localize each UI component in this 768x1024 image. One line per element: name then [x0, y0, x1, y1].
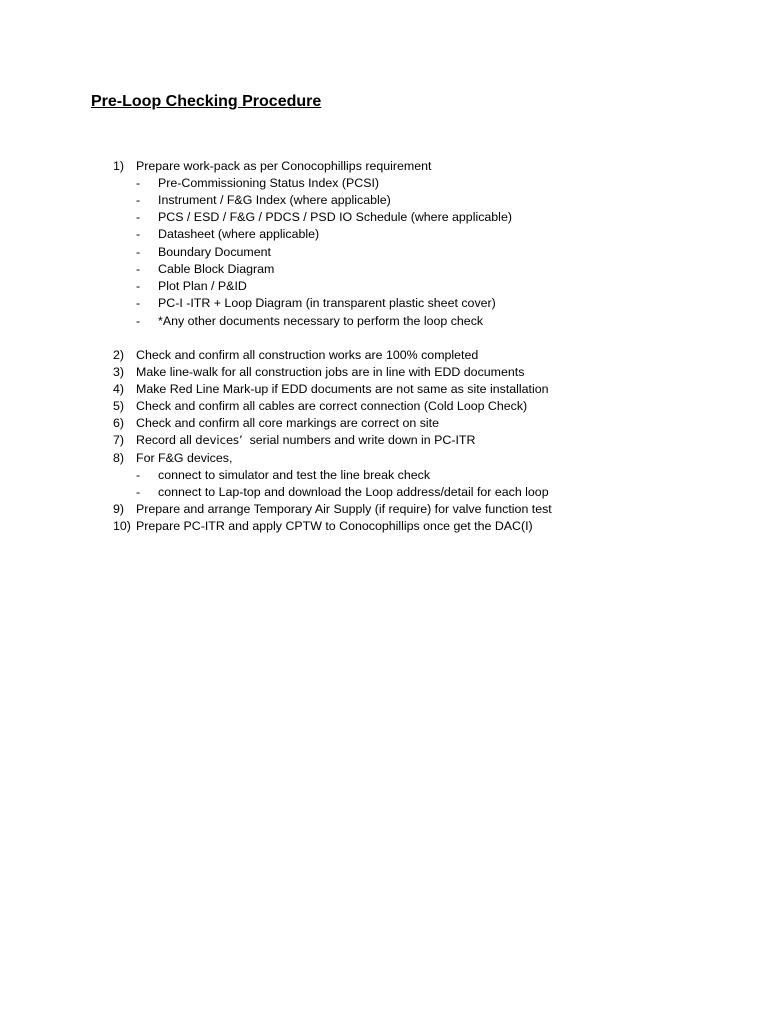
bullet-dash: -: [136, 210, 141, 224]
item-text: Prepare and arrange Temporary Air Supply (if require) for valve function test: [136, 502, 552, 516]
list-item: [0, 347, 768, 364]
sub-list-item: [0, 192, 768, 209]
sub-item-text: Boundary Document: [158, 245, 271, 259]
sub-list-item: [0, 295, 768, 312]
list-item: [0, 415, 768, 432]
bullet-dash: -: [136, 245, 141, 259]
sub-item-text: connect to simulator and test the line break check: [158, 468, 431, 482]
item-number: 6): [113, 416, 125, 430]
sub-item-text: Plot Plan / P&ID: [158, 279, 247, 293]
list-item: [0, 398, 768, 415]
sub-list-item: [0, 313, 768, 330]
list-item: [0, 501, 768, 518]
sub-list-item: [0, 278, 768, 295]
sub-item-text: *Any other documents necessary to perform the loop check: [158, 314, 484, 328]
item-number: 3): [113, 365, 125, 379]
sub-item-text: Instrument / F&G Index (where applicable): [158, 193, 391, 207]
item-text: [136, 432, 475, 449]
sub-list-item: [0, 244, 768, 261]
item-text: Check and confirm all construction works are 100% completed: [136, 348, 479, 362]
item-text: Check and confirm all core markings are correct on site: [136, 416, 440, 430]
bullet-dash: -: [136, 227, 141, 241]
item-text-devices-word: devices’: [195, 433, 243, 447]
sub-list-item: [0, 484, 768, 501]
sub-item-text: Pre-Commissioning Status Index (PCSI): [158, 176, 380, 190]
sub-item-text: PC-I -ITR + Loop Diagram (in transparent plastic sheet cover): [158, 296, 496, 310]
item-number: 2): [113, 348, 125, 362]
sub-list-item: [0, 261, 768, 278]
bullet-dash: -: [136, 279, 141, 293]
item-text: Make line-walk for all construction jobs are in line with EDD documents: [136, 365, 525, 379]
sub-list-item: [0, 226, 768, 243]
item-number: 1): [113, 159, 125, 173]
bullet-dash: -: [136, 176, 141, 190]
bullet-dash: -: [136, 485, 141, 499]
list-item: [0, 518, 768, 535]
bullet-dash: -: [136, 262, 141, 276]
item-number: 10): [113, 519, 131, 533]
sub-list-item: [0, 209, 768, 226]
sub-item-text: PCS / ESD / F&G / PDCS / PSD IO Schedule (where applicable): [158, 210, 512, 224]
list-item: [0, 432, 768, 449]
sub-item-text: Datasheet (where applicable): [158, 227, 320, 241]
bullet-dash: -: [136, 314, 141, 328]
list-item: [0, 158, 768, 175]
item-text: Prepare work-pack as per Conocophillips requirement: [136, 159, 432, 173]
item-text: Make Red Line Mark-up if EDD documents are not same as site installation: [136, 382, 549, 396]
item-number: 9): [113, 502, 125, 516]
item-number: 4): [113, 382, 125, 396]
item-text-part: Record all: [136, 433, 192, 447]
item-text: Prepare PC-ITR and apply CPTW to Conocophillips once get the DAC(I): [136, 519, 533, 533]
item-text: Check and confirm all cables are correct connection (Cold Loop Check): [136, 399, 528, 413]
bullet-dash: -: [136, 296, 141, 310]
sub-list-item: [0, 175, 768, 192]
item-number: 8): [113, 451, 125, 465]
sub-item-text: Cable Block Diagram: [158, 262, 275, 276]
sub-item-text: connect to Lap-top and download the Loop address/detail for each loop: [158, 485, 549, 499]
list-item: [0, 364, 768, 381]
item-text-part: serial numbers and write down in PC-ITR: [249, 433, 476, 447]
sub-list-item: [0, 467, 768, 484]
item-number: 5): [113, 399, 125, 413]
list-item: [0, 450, 768, 467]
item-number: 7): [113, 433, 125, 447]
bullet-dash: -: [136, 193, 141, 207]
list-item: [0, 381, 768, 398]
item-text: For F&G devices,: [136, 451, 233, 465]
page-title: Pre-Loop Checking Procedure: [91, 93, 322, 110]
bullet-dash: -: [136, 468, 141, 482]
